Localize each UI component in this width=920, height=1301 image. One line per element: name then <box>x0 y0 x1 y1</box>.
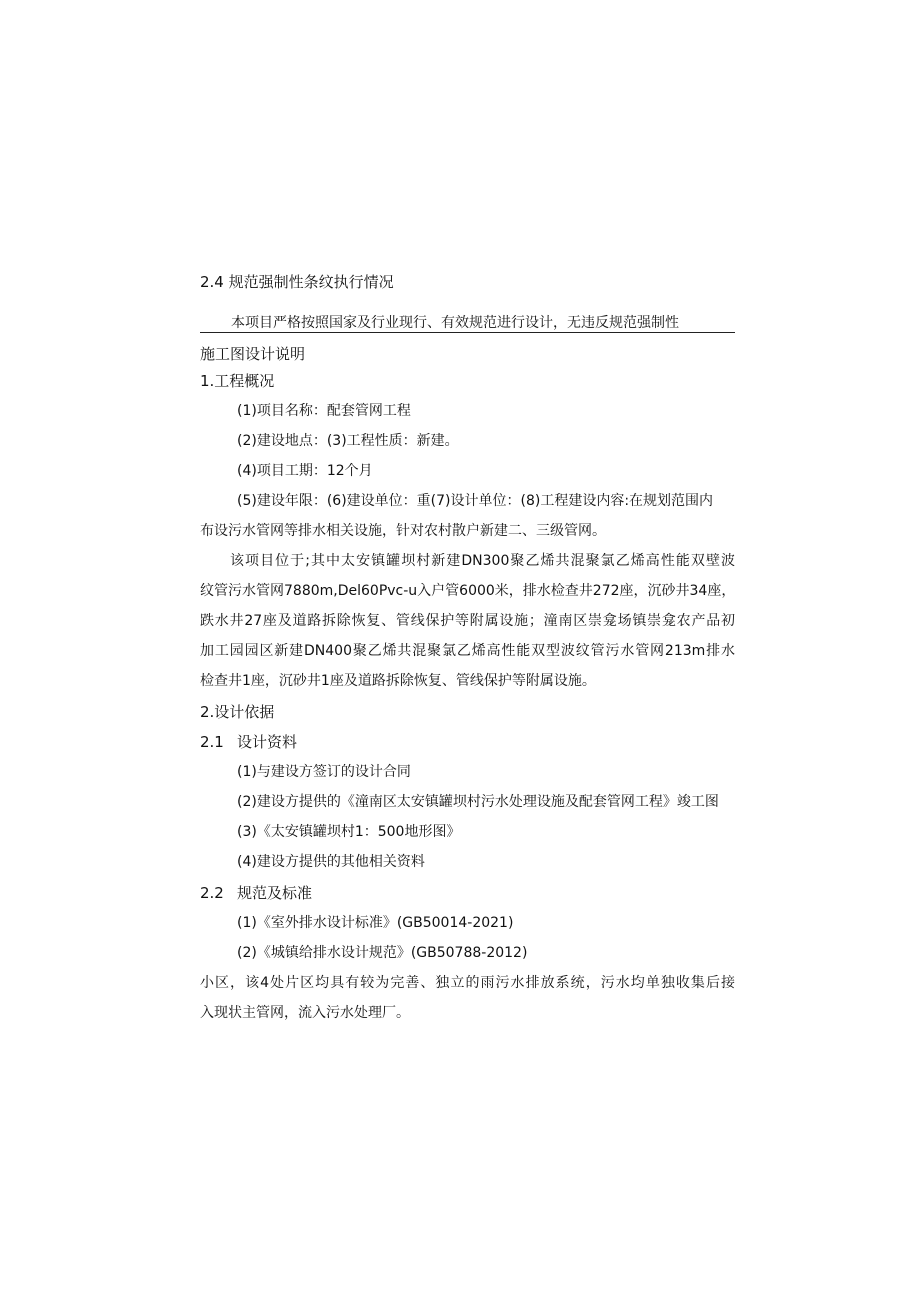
paragraph-line: 入现状主管网，流入污水处理厂。 <box>200 1005 410 1021</box>
section-2-2-title: 规范及标准 <box>237 884 313 902</box>
section-2-1-title: 设计资料 <box>237 733 298 751</box>
design-material-item: (1)与建设方签订的设计合同 <box>237 764 411 780</box>
paragraph-line: 该项目位于;其中太安镇罐坝村新建DN300聚乙烯共混聚氯乙烯高性能双壁波 <box>230 553 735 569</box>
section-2-4-title: 2.4 规范强制性条纹执行情况 <box>200 273 394 291</box>
design-material-item: (4)建设方提供的其他相关资料 <box>237 854 425 870</box>
design-material-item: (2)建设方提供的《潼南区太安镇罐坝村污水处理设施及配套管网工程》竣工图 <box>237 794 719 810</box>
section-2-title: 2.设计依据 <box>200 703 275 721</box>
duration-item: (4)项目工期：12个月 <box>237 463 373 479</box>
section-2-1-number: 2.1 <box>200 733 224 751</box>
paragraph-line: 检查井1座，沉砂井1座及道路拆除恢复、管线保护等附属设施。 <box>200 673 596 689</box>
paragraph-line: 跌水井27座及道路拆除恢复、管线保护等附属设施；潼南区崇龛场镇崇龛农产品初 <box>200 613 735 629</box>
project-location-paragraph <box>200 546 735 696</box>
design-material-item: (3)《太安镇罐坝村1：500地形图》 <box>237 824 461 840</box>
section-2-4-text: 本项目严格按照国家及行业现行、有效规范进行设计，无违反规范强制性 <box>231 315 679 331</box>
paragraph-line: 小区，该4处片区均具有较为完善、独立的雨污水排放系统，污水均单独收集后接 <box>200 975 735 991</box>
standard-item: (2)《城镇给排水设计规范》(GB50788-2012) <box>237 945 528 961</box>
section-2-2-number: 2.2 <box>200 884 224 902</box>
closing-paragraph <box>200 968 735 1028</box>
standard-item: (1)《室外排水设计标准》(GB50014-2021) <box>237 915 514 931</box>
section-1-title: 1.工程概况 <box>200 372 275 390</box>
construction-years-item-line-1: (5)建设年限：(6)建设单位：重(7)设计单位：(8)工程建设内容:在规划范围内 <box>237 493 714 509</box>
location-item: (2)建设地点：(3)工程性质：新建。 <box>237 433 459 449</box>
construction-years-item-line-2: 布设污水管网等排水相关设施，针对农村散户新建二、三级管网。 <box>200 523 606 539</box>
paragraph-line: 纹管污水管网7880m,Del60Pvc-u入户管6000米，排水检查井272座，沉砂井34座， <box>200 583 736 599</box>
design-description-title: 施工图设计说明 <box>200 345 306 363</box>
paragraph-line: 加工园园区新建DN400聚乙烯共混聚氯乙烯高性能双型波纹管污水管网213m排水 <box>200 643 735 659</box>
project-name-item: (1)项目名称：配套管网工程 <box>237 403 411 419</box>
divider-line <box>200 332 735 333</box>
